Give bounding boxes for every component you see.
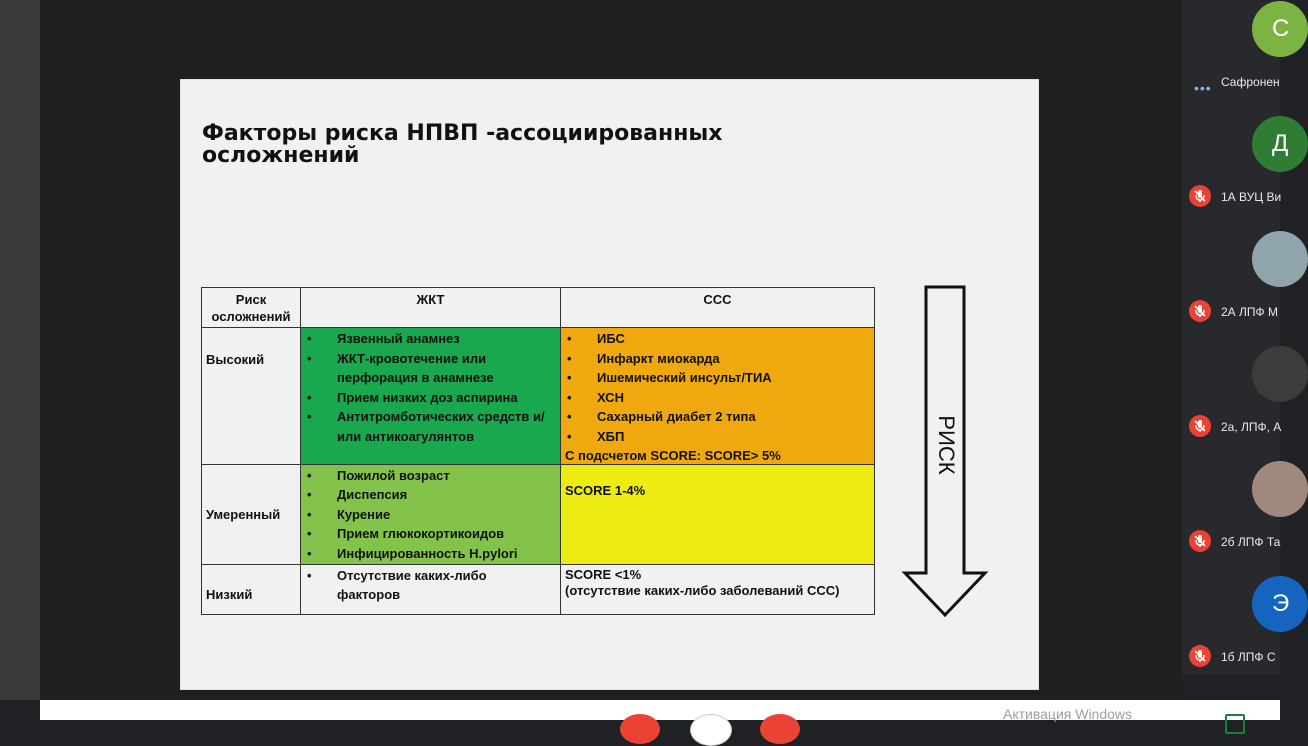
participant-name: 1б ЛПФ С [1221,650,1276,664]
high-cv-cell [561,328,875,465]
avatar-letter: Д [1272,130,1289,157]
avatar[interactable] [1252,576,1308,632]
participant-name: 2б ЛПФ Та [1221,535,1281,549]
header-cv: ССС [561,288,875,328]
end-call-button[interactable] [760,714,800,744]
low-cv-note: (отсутствие каких-либо заболеваний ССС) [565,582,840,598]
more-options-icon[interactable]: ••• [1194,80,1212,96]
avatar[interactable] [1252,1,1308,57]
list-item: • ЖКТ-кровотечение или перфорация в анамнезе [305,349,556,388]
participants-panel-footer [1182,675,1280,700]
list-item: • Курение [305,505,556,525]
header-gi: ЖКТ [301,288,561,328]
table-row [202,328,875,465]
slide-title: Факторы риска НПВП -ассоциированных осложнений [202,121,723,168]
list-item: • Отсутствие каких-либо факторов [305,566,507,605]
list-item: • Ишемический инсульт/ТИА [565,368,870,388]
risk-factors-table [201,287,875,615]
risk-moderate-label: Умеренный [202,464,301,564]
participant-name: Сафронен [1221,75,1280,89]
participant-name: 2А ЛПФ М [1221,305,1278,319]
left-edge-panel [0,0,40,700]
list-item: • Прием низких доз аспирина [305,388,556,408]
avatar[interactable] [1252,116,1308,172]
mic-muted-icon [1189,185,1211,207]
mic-muted-icon [1189,415,1211,437]
chat-icon[interactable] [1225,714,1245,734]
list-item: • Диспепсия [305,485,556,505]
list-item: • Пожилой возраст [305,466,556,486]
avatar[interactable] [1252,231,1308,287]
risk-arrow-icon [905,285,989,617]
participant-name: 2а, ЛПФ, А [1221,420,1282,434]
table-row [202,564,875,614]
mic-muted-icon [1189,530,1211,552]
avatar[interactable] [1252,346,1308,402]
list-item: • Инфицированность H.pylori [305,544,556,564]
presentation-slide [180,79,1039,690]
avatar-letter: Э [1272,590,1290,617]
low-cv-score: SCORE <1% [565,566,642,582]
low-cv-cell [561,564,875,614]
list-item: • Сахарный диабет 2 типа [565,407,870,427]
moderate-gi-cell [301,464,561,564]
mic-muted-icon [1189,300,1211,322]
list-item: • Язвенный анамнез [305,329,556,349]
list-item: • Инфаркт миокарда [565,349,870,369]
camera-button[interactable] [690,714,732,746]
avatar-letter: С [1272,15,1290,42]
high-gi-cell [301,328,561,465]
risk-arrow-label: РИСК [934,415,960,475]
avatar[interactable] [1252,461,1308,517]
activate-windows-watermark: Активация Windows [1003,706,1133,722]
header-risk: Риск осложнений [202,288,301,328]
risk-high-label: Высокий [202,328,301,465]
list-item: • Антитромботических средств и/или антикоагулянтов [305,407,556,446]
high-cv-score-note: С подсчетом SCORE: SCORE> 5% [565,447,781,463]
list-item: • Прием глюкокортикоидов [305,524,556,544]
low-gi-cell [301,564,561,614]
list-item: • ХБП [565,427,870,447]
moderate-cv-score: SCORE 1-4% [565,482,646,498]
table-row [202,464,875,564]
mic-muted-icon [1189,645,1211,667]
list-item: • ИБС [565,329,870,349]
mic-button[interactable] [620,714,660,744]
risk-low-label: Низкий [202,564,301,614]
list-item: • ХСН [565,388,870,408]
participant-name: 1А ВУЦ Ви [1221,190,1282,204]
participants-panel [1182,0,1280,675]
moderate-cv-cell [561,464,875,564]
